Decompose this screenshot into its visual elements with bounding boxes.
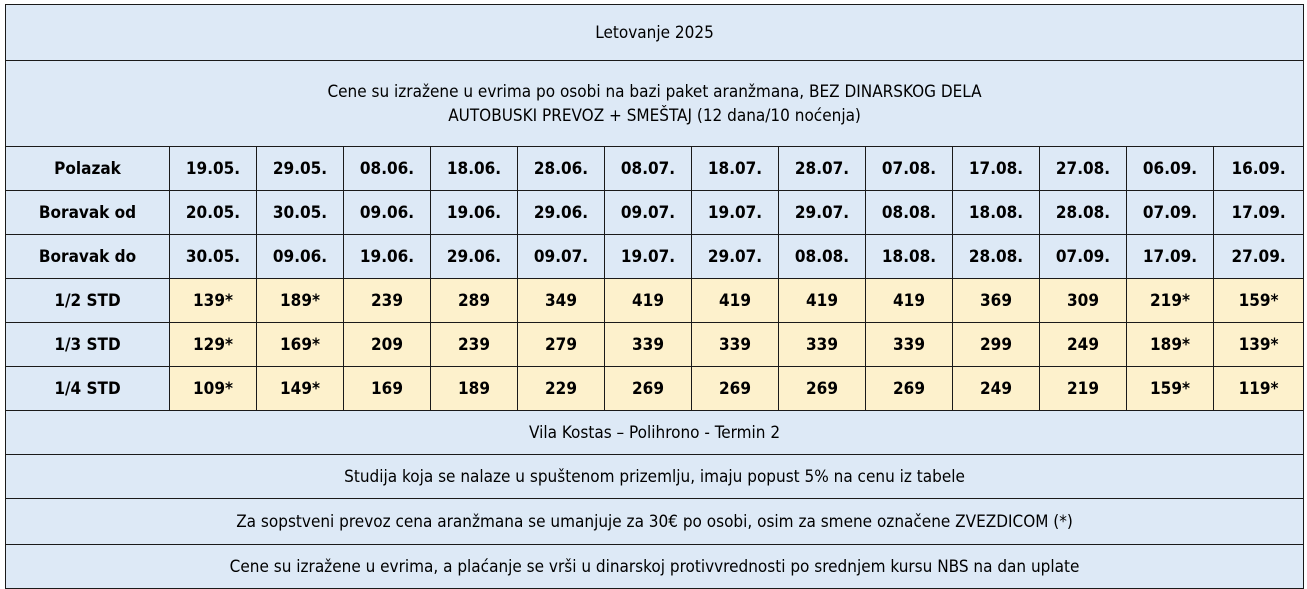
subtitle-line-1: Cene su izražene u evrima po osobi na bazi paket aranžmana, BEZ DINARSKOG DELA [327, 81, 982, 102]
date-cell: 08.07. [605, 147, 692, 191]
row-label-std-3: 1/3 STD [6, 323, 170, 367]
price-cell: 139* [1214, 323, 1304, 367]
price-cell: 189* [1127, 323, 1214, 367]
date-cell: 27.09. [1214, 235, 1304, 279]
date-cell: 18.07. [692, 147, 779, 191]
table-subtitle [6, 61, 1304, 147]
price-cell: 269 [866, 367, 953, 411]
date-cell: 29.06. [431, 235, 518, 279]
price-cell: 239 [344, 279, 431, 323]
date-cell: 17.09. [1127, 235, 1214, 279]
price-cell: 279 [518, 323, 605, 367]
price-cell: 229 [518, 367, 605, 411]
date-cell: 20.05. [170, 191, 257, 235]
date-cell: 18.08. [953, 191, 1040, 235]
price-cell: 339 [779, 323, 866, 367]
row-label-boravak-do: Boravak do [6, 235, 170, 279]
property-name: Vila Kostas – Polihrono - Termin 2 [6, 411, 1304, 455]
row-label-boravak-od: Boravak od [6, 191, 170, 235]
date-cell: 17.08. [953, 147, 1040, 191]
price-cell: 269 [605, 367, 692, 411]
date-cell: 18.06. [431, 147, 518, 191]
date-cell: 28.07. [779, 147, 866, 191]
subtitle-line-2: AUTOBUSKI PREVOZ + SMEŠTAJ (12 dana/10 noćenja) [448, 105, 861, 126]
price-cell: 339 [692, 323, 779, 367]
date-cell: 29.05. [257, 147, 344, 191]
price-cell: 149* [257, 367, 344, 411]
date-cell: 28.06. [518, 147, 605, 191]
price-cell: 419 [779, 279, 866, 323]
price-cell: 419 [605, 279, 692, 323]
date-cell: 08.08. [866, 191, 953, 235]
price-cell: 169 [344, 367, 431, 411]
date-cell: 28.08. [1040, 191, 1127, 235]
price-cell: 219 [1040, 367, 1127, 411]
date-cell: 19.06. [431, 191, 518, 235]
price-cell: 189* [257, 279, 344, 323]
price-cell: 119* [1214, 367, 1304, 411]
date-cell: 28.08. [953, 235, 1040, 279]
date-cell: 19.07. [692, 191, 779, 235]
date-cell: 09.07. [605, 191, 692, 235]
price-cell: 339 [605, 323, 692, 367]
note-studios: Studija koja se nalaze u spuštenom prizemlju, imaju popust 5% na cenu iz tabele [6, 455, 1304, 499]
row-std-2 [6, 279, 1304, 323]
date-cell: 08.08. [779, 235, 866, 279]
date-cell: 09.06. [344, 191, 431, 235]
date-cell: 30.05. [170, 235, 257, 279]
row-std-3 [6, 323, 1304, 367]
price-cell: 419 [692, 279, 779, 323]
row-std-4 [6, 367, 1304, 411]
row-polazak [6, 147, 1304, 191]
price-table [5, 4, 1304, 589]
date-cell: 27.08. [1040, 147, 1127, 191]
price-cell: 129* [170, 323, 257, 367]
row-label-std-2: 1/2 STD [6, 279, 170, 323]
table-title: Letovanje 2025 [6, 5, 1304, 61]
row-label-std-4: 1/4 STD [6, 367, 170, 411]
row-boravak-do [6, 235, 1304, 279]
price-cell: 369 [953, 279, 1040, 323]
row-label-polazak: Polazak [6, 147, 170, 191]
date-cell: 09.07. [518, 235, 605, 279]
date-cell: 08.06. [344, 147, 431, 191]
price-cell: 339 [866, 323, 953, 367]
price-cell: 269 [779, 367, 866, 411]
price-cell: 159* [1127, 367, 1214, 411]
date-cell: 30.05. [257, 191, 344, 235]
price-cell: 109* [170, 367, 257, 411]
date-cell: 29.06. [518, 191, 605, 235]
price-cell: 169* [257, 323, 344, 367]
note-payment: Cene su izražene u evrima, a plaćanje se vrši u dinarskoj protivvrednosti po srednjem kursu NBS na dan uplate [6, 545, 1304, 589]
price-cell: 349 [518, 279, 605, 323]
date-cell: 29.07. [779, 191, 866, 235]
date-cell: 19.07. [605, 235, 692, 279]
note-transport: Za sopstveni prevoz cena aranžmana se umanjuje za 30€ po osobi, osim za smene označene ZVEZDICOM (*) [6, 499, 1304, 545]
price-cell: 189 [431, 367, 518, 411]
price-cell: 239 [431, 323, 518, 367]
date-cell: 16.09. [1214, 147, 1304, 191]
date-cell: 07.09. [1127, 191, 1214, 235]
date-cell: 09.06. [257, 235, 344, 279]
date-cell: 06.09. [1127, 147, 1214, 191]
price-cell: 159* [1214, 279, 1304, 323]
date-cell: 07.08. [866, 147, 953, 191]
price-cell: 419 [866, 279, 953, 323]
date-cell: 19.06. [344, 235, 431, 279]
price-cell: 139* [170, 279, 257, 323]
price-cell: 289 [431, 279, 518, 323]
price-cell: 249 [1040, 323, 1127, 367]
row-boravak-od [6, 191, 1304, 235]
date-cell: 17.09. [1214, 191, 1304, 235]
price-cell: 209 [344, 323, 431, 367]
price-cell: 299 [953, 323, 1040, 367]
date-cell: 29.07. [692, 235, 779, 279]
date-cell: 19.05. [170, 147, 257, 191]
price-cell: 269 [692, 367, 779, 411]
price-cell: 219* [1127, 279, 1214, 323]
date-cell: 07.09. [1040, 235, 1127, 279]
price-cell: 309 [1040, 279, 1127, 323]
price-cell: 249 [953, 367, 1040, 411]
date-cell: 18.08. [866, 235, 953, 279]
